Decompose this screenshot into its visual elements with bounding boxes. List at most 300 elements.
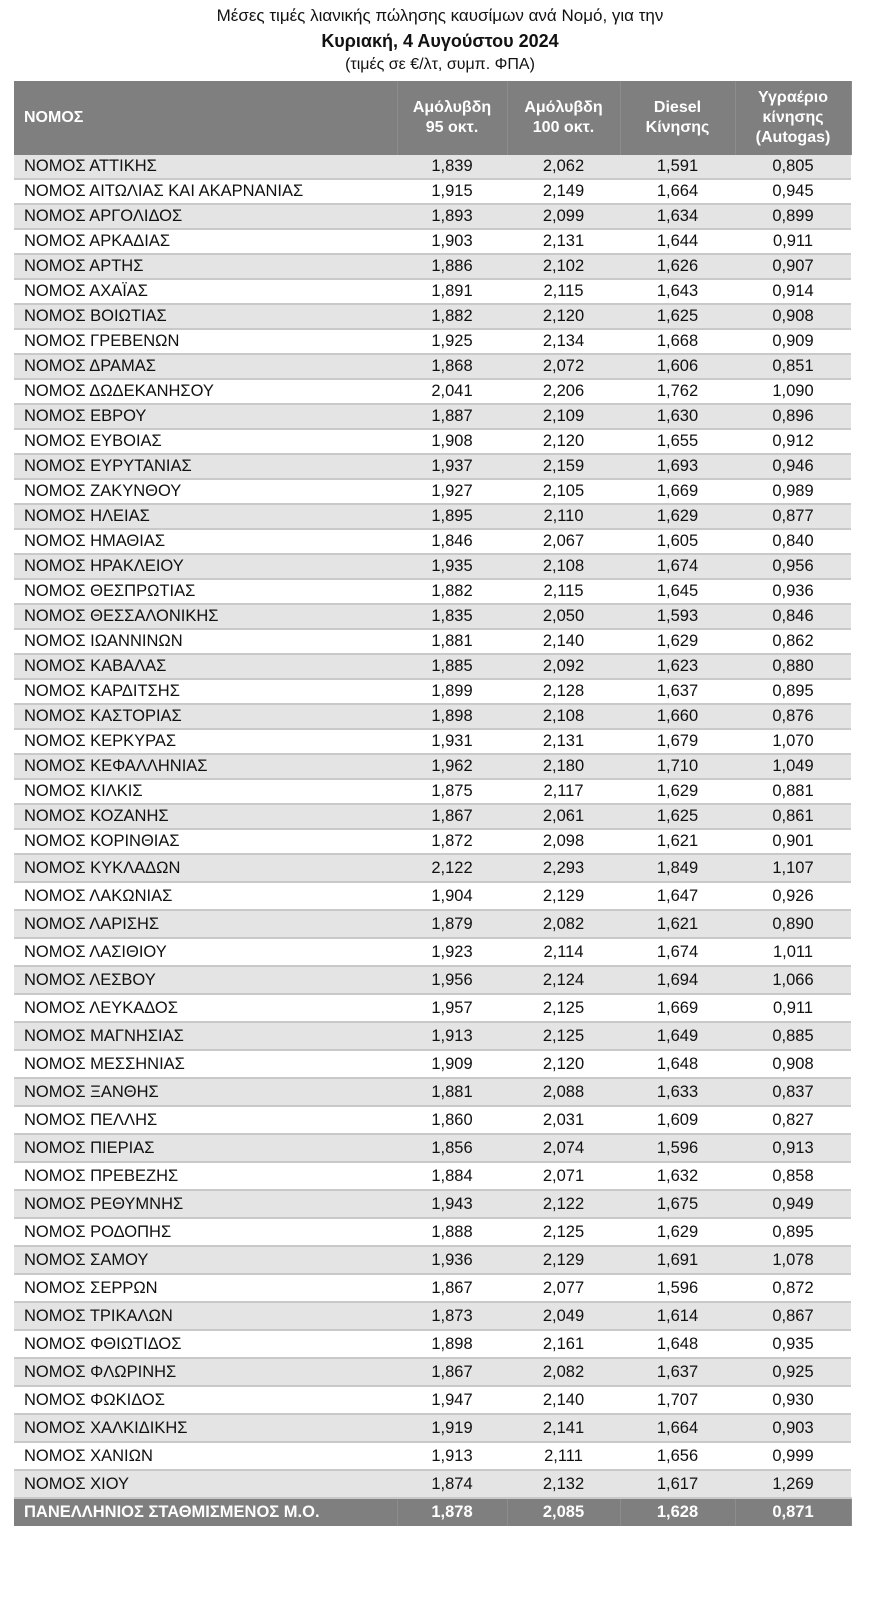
- unleaded-95-cell: 1,881: [397, 629, 507, 654]
- diesel-cell: 1,593: [620, 604, 735, 629]
- prefecture-cell: ΝΟΜΟΣ ΕΥΡΥΤΑΝΙΑΣ: [14, 454, 397, 479]
- table-row: [14, 529, 851, 554]
- autogas-cell: 0,867: [735, 1302, 851, 1330]
- report-date: Κυριακή, 4 Αυγούστου 2024: [321, 31, 559, 51]
- unleaded-100-cell: 2,098: [507, 829, 620, 854]
- unleaded-95-cell: 1,884: [397, 1162, 507, 1190]
- autogas-cell: 0,907: [735, 254, 851, 279]
- unleaded-95-cell: 1,962: [397, 754, 507, 779]
- unleaded-95-cell: 1,909: [397, 1050, 507, 1078]
- prefecture-cell: ΝΟΜΟΣ ΔΩΔΕΚΑΝΗΣΟΥ: [14, 379, 397, 404]
- autogas-cell: 0,946: [735, 454, 851, 479]
- autogas-cell: 0,936: [735, 579, 851, 604]
- autogas-cell: 0,896: [735, 404, 851, 429]
- report-title: Μέσες τιμές λιανικής πώλησης καυσίμων ανά Νομό, για την: [216, 6, 664, 25]
- autogas-cell: 1,066: [735, 966, 851, 994]
- unleaded-100-cell: 2,134: [507, 329, 620, 354]
- table-row: [14, 579, 851, 604]
- prefecture-cell: ΝΟΜΟΣ ΗΡΑΚΛΕΙΟΥ: [14, 554, 397, 579]
- table-header-row: [14, 81, 851, 155]
- diesel-cell: 1,621: [620, 829, 735, 854]
- diesel-cell: 1,629: [620, 629, 735, 654]
- diesel-cell: 1,626: [620, 254, 735, 279]
- unleaded-95-cell: 1,895: [397, 504, 507, 529]
- unleaded-100-cell: 2,132: [507, 1470, 620, 1498]
- table-body: [14, 155, 851, 1526]
- unleaded-95-cell: 1,936: [397, 1246, 507, 1274]
- unleaded-95-cell: 1,881: [397, 1078, 507, 1106]
- unleaded-95-cell: 1,913: [397, 1442, 507, 1470]
- total-prefecture-cell: ΠΑΝΕΛΛΗΝΙΟΣ ΣΤΑΘΜΙΣΜΕΝΟΣ Μ.Ο.: [14, 1498, 397, 1526]
- prefecture-cell: ΝΟΜΟΣ ΘΕΣΠΡΩΤΙΑΣ: [14, 579, 397, 604]
- diesel-cell: 1,637: [620, 679, 735, 704]
- header-line: Κίνησης: [645, 119, 710, 136]
- diesel-cell: 1,656: [620, 1442, 735, 1470]
- unleaded-100-cell: 2,067: [507, 529, 620, 554]
- diesel-cell: 1,674: [620, 554, 735, 579]
- column-header-unleaded-95: [397, 81, 507, 155]
- diesel-cell: 1,669: [620, 994, 735, 1022]
- table-row: [14, 1470, 851, 1498]
- diesel-cell: 1,664: [620, 179, 735, 204]
- prefecture-cell: ΝΟΜΟΣ ΑΙΤΩΛΙΑΣ ΚΑΙ ΑΚΑΡΝΑΝΙΑΣ: [14, 179, 397, 204]
- table-row: [14, 994, 851, 1022]
- header-line: 100 οκτ.: [532, 119, 595, 136]
- prefecture-cell: ΝΟΜΟΣ ΚΑΒΑΛΑΣ: [14, 654, 397, 679]
- diesel-cell: 1,617: [620, 1470, 735, 1498]
- autogas-cell: 0,861: [735, 804, 851, 829]
- unleaded-100-cell: 2,125: [507, 1022, 620, 1050]
- diesel-cell: 1,632: [620, 1162, 735, 1190]
- autogas-cell: 0,876: [735, 704, 851, 729]
- unleaded-95-cell: 1,923: [397, 938, 507, 966]
- table-row: [14, 379, 851, 404]
- prefecture-cell: ΝΟΜΟΣ ΚΙΛΚΙΣ: [14, 779, 397, 804]
- autogas-cell: 0,895: [735, 679, 851, 704]
- unleaded-100-cell: 2,074: [507, 1134, 620, 1162]
- prefecture-cell: ΝΟΜΟΣ ΦΩΚΙΔΟΣ: [14, 1386, 397, 1414]
- autogas-cell: 0,908: [735, 1050, 851, 1078]
- unleaded-100-cell: 2,129: [507, 882, 620, 910]
- table-row: [14, 704, 851, 729]
- unleaded-100-cell: 2,122: [507, 1190, 620, 1218]
- unleaded-95-cell: 1,872: [397, 829, 507, 854]
- unleaded-100-cell: 2,108: [507, 554, 620, 579]
- table-row: [14, 179, 851, 204]
- table-row: [14, 1386, 851, 1414]
- prefecture-cell: ΝΟΜΟΣ ΡΕΘΥΜΝΗΣ: [14, 1190, 397, 1218]
- table-row: [14, 329, 851, 354]
- unleaded-100-cell: 2,120: [507, 1050, 620, 1078]
- prefecture-cell: ΝΟΜΟΣ ΑΧΑΪΑΣ: [14, 279, 397, 304]
- table-row: [14, 854, 851, 882]
- autogas-cell: 0,949: [735, 1190, 851, 1218]
- prefecture-cell: ΝΟΜΟΣ ΘΕΣΣΑΛΟΝΙΚΗΣ: [14, 604, 397, 629]
- unleaded-100-cell: 2,049: [507, 1302, 620, 1330]
- unleaded-100-cell: 2,206: [507, 379, 620, 404]
- table-row: [14, 629, 851, 654]
- unleaded-95-cell: 1,943: [397, 1190, 507, 1218]
- unleaded-95-cell: 1,904: [397, 882, 507, 910]
- table-row: [14, 254, 851, 279]
- autogas-cell: 0,877: [735, 504, 851, 529]
- diesel-cell: 1,629: [620, 504, 735, 529]
- national-average-row: [14, 1498, 851, 1526]
- table-row: [14, 654, 851, 679]
- autogas-cell: 0,872: [735, 1274, 851, 1302]
- table-row: [14, 729, 851, 754]
- diesel-cell: 1,649: [620, 1022, 735, 1050]
- unleaded-100-cell: 2,141: [507, 1414, 620, 1442]
- diesel-cell: 1,679: [620, 729, 735, 754]
- prefecture-cell: ΝΟΜΟΣ ΦΘΙΩΤΙΔΟΣ: [14, 1330, 397, 1358]
- unleaded-95-cell: 1,874: [397, 1470, 507, 1498]
- autogas-cell: 0,926: [735, 882, 851, 910]
- unleaded-100-cell: 2,108: [507, 704, 620, 729]
- prefecture-cell: ΝΟΜΟΣ ΑΡΚΑΔΙΑΣ: [14, 229, 397, 254]
- diesel-cell: 1,614: [620, 1302, 735, 1330]
- autogas-cell: 0,851: [735, 354, 851, 379]
- diesel-cell: 1,644: [620, 229, 735, 254]
- table-row: [14, 882, 851, 910]
- diesel-cell: 1,625: [620, 304, 735, 329]
- table-row: [14, 604, 851, 629]
- prefecture-cell: ΝΟΜΟΣ ΚΑΣΤΟΡΙΑΣ: [14, 704, 397, 729]
- unleaded-100-cell: 2,115: [507, 579, 620, 604]
- autogas-cell: 0,912: [735, 429, 851, 454]
- unleaded-100-cell: 2,031: [507, 1106, 620, 1134]
- diesel-cell: 1,691: [620, 1246, 735, 1274]
- unleaded-100-cell: 2,120: [507, 304, 620, 329]
- unleaded-100-cell: 2,117: [507, 779, 620, 804]
- unleaded-100-cell: 2,128: [507, 679, 620, 704]
- unleaded-95-cell: 1,886: [397, 254, 507, 279]
- unleaded-95-cell: 1,898: [397, 704, 507, 729]
- total-unleaded-95-cell: 1,878: [397, 1498, 507, 1526]
- diesel-cell: 1,605: [620, 529, 735, 554]
- diesel-cell: 1,668: [620, 329, 735, 354]
- prefecture-cell: ΝΟΜΟΣ ΧΑΛΚΙΔΙΚΗΣ: [14, 1414, 397, 1442]
- unleaded-100-cell: 2,115: [507, 279, 620, 304]
- unleaded-95-cell: 1,919: [397, 1414, 507, 1442]
- prefecture-cell: ΝΟΜΟΣ ΛΑΡΙΣΗΣ: [14, 910, 397, 938]
- diesel-cell: 1,629: [620, 779, 735, 804]
- table-row: [14, 404, 851, 429]
- unleaded-95-cell: 1,915: [397, 179, 507, 204]
- header-line: 95 οκτ.: [425, 119, 479, 136]
- prefecture-cell: ΝΟΜΟΣ ΚΕΦΑΛΛΗΝΙΑΣ: [14, 754, 397, 779]
- table-row: [14, 1302, 851, 1330]
- unleaded-100-cell: 2,061: [507, 804, 620, 829]
- diesel-cell: 1,634: [620, 204, 735, 229]
- unleaded-100-cell: 2,161: [507, 1330, 620, 1358]
- prefecture-cell: ΝΟΜΟΣ ΗΛΕΙΑΣ: [14, 504, 397, 529]
- unleaded-100-cell: 2,120: [507, 429, 620, 454]
- unleaded-95-cell: 1,839: [397, 155, 507, 179]
- diesel-cell: 1,606: [620, 354, 735, 379]
- table-row: [14, 1330, 851, 1358]
- unleaded-95-cell: 1,935: [397, 554, 507, 579]
- prefecture-cell: ΝΟΜΟΣ ΠΡΕΒΕΖΗΣ: [14, 1162, 397, 1190]
- diesel-cell: 1,630: [620, 404, 735, 429]
- column-header-unleaded-100: [507, 81, 620, 155]
- unleaded-100-cell: 2,111: [507, 1442, 620, 1470]
- unleaded-100-cell: 2,125: [507, 994, 620, 1022]
- table-row: [14, 1134, 851, 1162]
- autogas-cell: 0,881: [735, 779, 851, 804]
- unleaded-100-cell: 2,131: [507, 229, 620, 254]
- header-line: Αμόλυβδη: [524, 99, 603, 116]
- unleaded-95-cell: 1,899: [397, 679, 507, 704]
- table-row: [14, 479, 851, 504]
- autogas-cell: 0,914: [735, 279, 851, 304]
- unleaded-100-cell: 2,099: [507, 204, 620, 229]
- unleaded-95-cell: 1,913: [397, 1022, 507, 1050]
- header-line: (Autogas): [755, 129, 831, 146]
- diesel-cell: 1,647: [620, 882, 735, 910]
- prefecture-cell: ΝΟΜΟΣ ΤΡΙΚΑΛΩΝ: [14, 1302, 397, 1330]
- prefecture-cell: ΝΟΜΟΣ ΧΑΝΙΩΝ: [14, 1442, 397, 1470]
- header-line: Υγραέριο: [758, 89, 828, 106]
- unleaded-95-cell: 1,925: [397, 329, 507, 354]
- prefecture-cell: ΝΟΜΟΣ ΜΑΓΝΗΣΙΑΣ: [14, 1022, 397, 1050]
- unleaded-95-cell: 1,903: [397, 229, 507, 254]
- prefecture-cell: ΝΟΜΟΣ ΚΥΚΛΑΔΩΝ: [14, 854, 397, 882]
- unleaded-100-cell: 2,125: [507, 1218, 620, 1246]
- autogas-cell: 0,911: [735, 229, 851, 254]
- unleaded-95-cell: 1,957: [397, 994, 507, 1022]
- unleaded-95-cell: 1,891: [397, 279, 507, 304]
- autogas-cell: 0,911: [735, 994, 851, 1022]
- prefecture-cell: ΝΟΜΟΣ ΛΕΣΒΟΥ: [14, 966, 397, 994]
- unleaded-95-cell: 1,931: [397, 729, 507, 754]
- total-unleaded-100-cell: 2,085: [507, 1498, 620, 1526]
- autogas-cell: 1,107: [735, 854, 851, 882]
- table-row: [14, 938, 851, 966]
- unleaded-95-cell: 1,882: [397, 579, 507, 604]
- table-row: [14, 1358, 851, 1386]
- unleaded-100-cell: 2,159: [507, 454, 620, 479]
- header-line: κίνησης: [762, 109, 824, 126]
- autogas-cell: 0,899: [735, 204, 851, 229]
- autogas-cell: 0,862: [735, 629, 851, 654]
- unleaded-95-cell: 1,947: [397, 1386, 507, 1414]
- table-row: [14, 155, 851, 179]
- autogas-cell: 1,011: [735, 938, 851, 966]
- unleaded-100-cell: 2,077: [507, 1274, 620, 1302]
- table-row: [14, 554, 851, 579]
- unleaded-95-cell: 1,875: [397, 779, 507, 804]
- table-row: [14, 966, 851, 994]
- prefecture-cell: ΝΟΜΟΣ ΕΒΡΟΥ: [14, 404, 397, 429]
- unleaded-95-cell: 1,846: [397, 529, 507, 554]
- table-row: [14, 1162, 851, 1190]
- unleaded-95-cell: 1,868: [397, 354, 507, 379]
- autogas-cell: 1,090: [735, 379, 851, 404]
- diesel-cell: 1,849: [620, 854, 735, 882]
- unleaded-95-cell: 1,867: [397, 804, 507, 829]
- column-header-autogas: [735, 81, 851, 155]
- diesel-cell: 1,694: [620, 966, 735, 994]
- autogas-cell: 0,827: [735, 1106, 851, 1134]
- autogas-cell: 0,901: [735, 829, 851, 854]
- prefecture-cell: ΝΟΜΟΣ ΙΩΑΝΝΙΝΩΝ: [14, 629, 397, 654]
- unleaded-100-cell: 2,050: [507, 604, 620, 629]
- autogas-cell: 0,930: [735, 1386, 851, 1414]
- unleaded-95-cell: 1,893: [397, 204, 507, 229]
- diesel-cell: 1,675: [620, 1190, 735, 1218]
- unleaded-95-cell: 1,835: [397, 604, 507, 629]
- prefecture-cell: ΝΟΜΟΣ ΠΕΛΛΗΣ: [14, 1106, 397, 1134]
- unleaded-95-cell: 1,882: [397, 304, 507, 329]
- table-row: [14, 354, 851, 379]
- table-row: [14, 1218, 851, 1246]
- autogas-cell: 0,885: [735, 1022, 851, 1050]
- unleaded-100-cell: 2,082: [507, 1358, 620, 1386]
- autogas-cell: 0,945: [735, 179, 851, 204]
- unleaded-95-cell: 1,956: [397, 966, 507, 994]
- autogas-cell: 0,925: [735, 1358, 851, 1386]
- diesel-cell: 1,609: [620, 1106, 735, 1134]
- prefecture-cell: ΝΟΜΟΣ ΚΕΡΚΥΡΑΣ: [14, 729, 397, 754]
- unleaded-100-cell: 2,114: [507, 938, 620, 966]
- table-row: [14, 804, 851, 829]
- autogas-cell: 0,846: [735, 604, 851, 629]
- unleaded-95-cell: 1,898: [397, 1330, 507, 1358]
- diesel-cell: 1,669: [620, 479, 735, 504]
- unleaded-95-cell: 1,887: [397, 404, 507, 429]
- unleaded-95-cell: 1,888: [397, 1218, 507, 1246]
- table-row: [14, 1078, 851, 1106]
- unleaded-95-cell: 1,885: [397, 654, 507, 679]
- unleaded-100-cell: 2,131: [507, 729, 620, 754]
- unleaded-100-cell: 2,062: [507, 155, 620, 179]
- unleaded-95-cell: 1,867: [397, 1274, 507, 1302]
- autogas-cell: 1,049: [735, 754, 851, 779]
- autogas-cell: 0,858: [735, 1162, 851, 1190]
- table-row: [14, 429, 851, 454]
- table-row: [14, 229, 851, 254]
- table-row: [14, 679, 851, 704]
- autogas-cell: 0,880: [735, 654, 851, 679]
- autogas-cell: 1,070: [735, 729, 851, 754]
- prefecture-cell: ΝΟΜΟΣ ΜΕΣΣΗΝΙΑΣ: [14, 1050, 397, 1078]
- unleaded-95-cell: 2,041: [397, 379, 507, 404]
- prefecture-cell: ΝΟΜΟΣ ΗΜΑΘΙΑΣ: [14, 529, 397, 554]
- diesel-cell: 1,629: [620, 1218, 735, 1246]
- unleaded-100-cell: 2,180: [507, 754, 620, 779]
- prefecture-cell: ΝΟΜΟΣ ΣΕΡΡΩΝ: [14, 1274, 397, 1302]
- prefecture-cell: ΝΟΜΟΣ ΖΑΚΥΝΘΟΥ: [14, 479, 397, 504]
- unleaded-95-cell: 1,873: [397, 1302, 507, 1330]
- prefecture-cell: ΝΟΜΟΣ ΞΑΝΘΗΣ: [14, 1078, 397, 1106]
- unleaded-100-cell: 2,082: [507, 910, 620, 938]
- autogas-cell: 0,956: [735, 554, 851, 579]
- diesel-cell: 1,637: [620, 1358, 735, 1386]
- unleaded-100-cell: 2,088: [507, 1078, 620, 1106]
- prefecture-cell: ΝΟΜΟΣ ΚΑΡΔΙΤΣΗΣ: [14, 679, 397, 704]
- unleaded-100-cell: 2,109: [507, 404, 620, 429]
- diesel-cell: 1,655: [620, 429, 735, 454]
- table-row: [14, 204, 851, 229]
- table-row: [14, 829, 851, 854]
- table-row: [14, 754, 851, 779]
- autogas-cell: 0,935: [735, 1330, 851, 1358]
- diesel-cell: 1,633: [620, 1078, 735, 1106]
- autogas-cell: 0,805: [735, 155, 851, 179]
- unleaded-95-cell: 1,927: [397, 479, 507, 504]
- autogas-cell: 0,903: [735, 1414, 851, 1442]
- autogas-cell: 0,909: [735, 329, 851, 354]
- diesel-cell: 1,710: [620, 754, 735, 779]
- diesel-cell: 1,648: [620, 1050, 735, 1078]
- table-row: [14, 1274, 851, 1302]
- unleaded-95-cell: 1,856: [397, 1134, 507, 1162]
- table-row: [14, 1442, 851, 1470]
- header-line: Αμόλυβδη: [412, 99, 492, 116]
- diesel-cell: 1,674: [620, 938, 735, 966]
- diesel-cell: 1,625: [620, 804, 735, 829]
- unleaded-100-cell: 2,140: [507, 629, 620, 654]
- prefecture-cell: ΝΟΜΟΣ ΔΡΑΜΑΣ: [14, 354, 397, 379]
- diesel-cell: 1,623: [620, 654, 735, 679]
- diesel-cell: 1,643: [620, 279, 735, 304]
- diesel-cell: 1,621: [620, 910, 735, 938]
- diesel-cell: 1,762: [620, 379, 735, 404]
- table-row: [14, 1106, 851, 1134]
- autogas-cell: 0,989: [735, 479, 851, 504]
- autogas-cell: 0,913: [735, 1134, 851, 1162]
- column-header-diesel: [620, 81, 735, 155]
- total-diesel-cell: 1,628: [620, 1498, 735, 1526]
- prefecture-cell: ΝΟΜΟΣ ΣΑΜΟΥ: [14, 1246, 397, 1274]
- autogas-cell: 0,890: [735, 910, 851, 938]
- prefecture-cell: ΝΟΜΟΣ ΕΥΒΟΙΑΣ: [14, 429, 397, 454]
- unleaded-100-cell: 2,105: [507, 479, 620, 504]
- prefecture-cell: ΝΟΜΟΣ ΒΟΙΩΤΙΑΣ: [14, 304, 397, 329]
- prefecture-cell: ΝΟΜΟΣ ΚΟΡΙΝΘΙΑΣ: [14, 829, 397, 854]
- table-row: [14, 1414, 851, 1442]
- unleaded-95-cell: 1,937: [397, 454, 507, 479]
- diesel-cell: 1,591: [620, 155, 735, 179]
- autogas-cell: 0,837: [735, 1078, 851, 1106]
- unleaded-100-cell: 2,129: [507, 1246, 620, 1274]
- prefecture-cell: ΝΟΜΟΣ ΑΡΤΗΣ: [14, 254, 397, 279]
- autogas-cell: 0,908: [735, 304, 851, 329]
- autogas-cell: 0,999: [735, 1442, 851, 1470]
- table-row: [14, 304, 851, 329]
- table-row: [14, 454, 851, 479]
- table-row: [14, 779, 851, 804]
- table-row: [14, 1050, 851, 1078]
- diesel-cell: 1,645: [620, 579, 735, 604]
- unleaded-100-cell: 2,092: [507, 654, 620, 679]
- diesel-cell: 1,707: [620, 1386, 735, 1414]
- prefecture-cell: ΝΟΜΟΣ ΧΙΟΥ: [14, 1470, 397, 1498]
- diesel-cell: 1,648: [620, 1330, 735, 1358]
- unleaded-95-cell: 1,879: [397, 910, 507, 938]
- diesel-cell: 1,660: [620, 704, 735, 729]
- fuel-prices-table: [14, 81, 852, 1526]
- unleaded-100-cell: 2,102: [507, 254, 620, 279]
- prefecture-cell: ΝΟΜΟΣ ΛΑΣΙΘΙΟΥ: [14, 938, 397, 966]
- prefecture-cell: ΝΟΜΟΣ ΦΛΩΡΙΝΗΣ: [14, 1358, 397, 1386]
- column-header-prefecture: ΝΟΜΟΣ: [14, 81, 397, 155]
- unleaded-100-cell: 2,124: [507, 966, 620, 994]
- unleaded-95-cell: 2,122: [397, 854, 507, 882]
- diesel-cell: 1,693: [620, 454, 735, 479]
- total-autogas-cell: 0,871: [735, 1498, 851, 1526]
